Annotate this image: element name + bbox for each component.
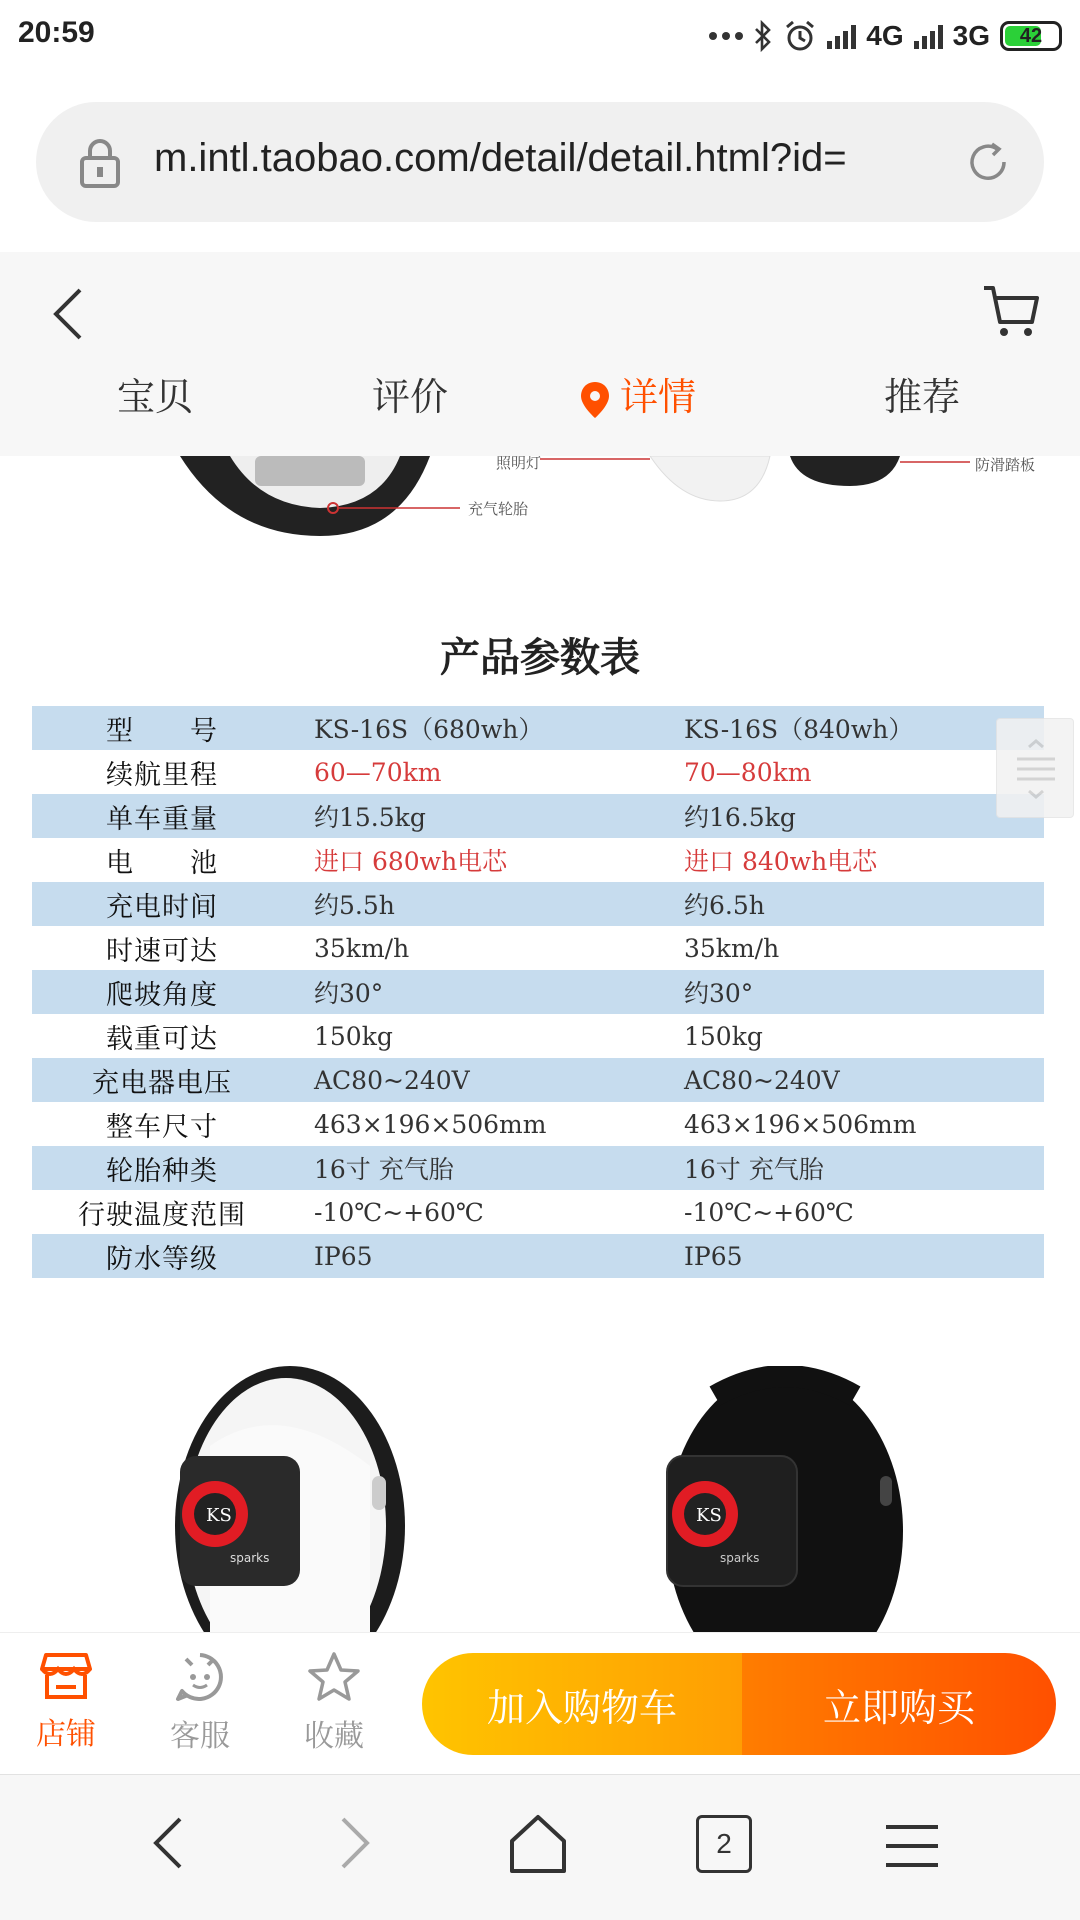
- tab-recommend[interactable]: 推荐: [884, 375, 961, 419]
- spec-table-title: 产品参数表: [440, 635, 640, 681]
- table-row: [32, 750, 1044, 794]
- spec-value: 35km/h: [314, 933, 410, 963]
- battery-icon: [1000, 21, 1062, 51]
- spec-label: 轮胎种类: [32, 1146, 292, 1190]
- spec-value: 进口 840wh电芯: [684, 847, 878, 876]
- spec-value: 约30°: [662, 970, 1044, 1014]
- bluetooth-icon: [753, 20, 773, 52]
- tab-details-label: 详情: [620, 375, 697, 419]
- spec-label: 爬坡角度: [32, 970, 292, 1014]
- cart-icon[interactable]: [982, 282, 1040, 340]
- tab-item[interactable]: 宝贝: [117, 375, 194, 419]
- browser-nav-bar: [0, 1774, 1080, 1920]
- spec-value: 463×196×506mm: [314, 1109, 547, 1139]
- ks-logo-text: KS: [206, 1505, 232, 1526]
- purchase-action-bar: [0, 1632, 1080, 1774]
- alarm-icon: [783, 19, 817, 53]
- spec-value: -10℃~+60℃: [314, 1197, 484, 1227]
- spec-value: 约15.5kg: [292, 794, 662, 838]
- network-type-3g: 3G: [952, 20, 990, 51]
- reload-icon[interactable]: [966, 140, 1010, 184]
- page-scroll-handle[interactable]: [996, 718, 1074, 818]
- favorite-label: 收藏: [304, 1719, 364, 1754]
- spec-value: 约30°: [292, 970, 662, 1014]
- tabs-count-button[interactable]: 2: [696, 1815, 752, 1873]
- spec-value: IP65: [292, 1234, 662, 1278]
- spec-label: 充电器电压: [32, 1058, 292, 1102]
- menu-icon[interactable]: [884, 1823, 940, 1869]
- spec-value: 16寸 充气胎: [662, 1146, 1044, 1190]
- url-text[interactable]: m.intl.taobao.com/detail/detail.html?id=: [154, 136, 847, 180]
- spec-value: 60—70km: [314, 757, 442, 787]
- customer-service-button[interactable]: [150, 1651, 250, 1755]
- table-row: [32, 882, 1044, 926]
- store-label: 店铺: [36, 1717, 96, 1752]
- tab-reviews[interactable]: 评价: [372, 375, 449, 419]
- table-row: [32, 970, 1044, 1014]
- buy-now-button[interactable]: 立即购买: [742, 1653, 1056, 1755]
- chat-face-icon: [174, 1651, 226, 1703]
- table-row: [32, 1102, 1044, 1146]
- sparks-brand-text-2: sparks: [720, 1551, 760, 1565]
- spec-label: 充电时间: [32, 882, 292, 926]
- table-row: [32, 1146, 1044, 1190]
- status-bar: [0, 0, 1080, 75]
- more-notifications-icon: [709, 32, 743, 40]
- detail-tabs: [0, 366, 1080, 426]
- spec-value: -10℃~+60℃: [684, 1197, 854, 1227]
- spec-value: KS-16S（840wh）: [662, 706, 1044, 750]
- home-icon[interactable]: [508, 1813, 568, 1875]
- signal-strength-icon-2: [914, 23, 943, 49]
- table-row: [32, 1234, 1044, 1278]
- spec-label: 行驶温度范围: [78, 1199, 246, 1231]
- spec-value: 约16.5kg: [662, 794, 1044, 838]
- spec-value: AC80~240V: [662, 1058, 1044, 1102]
- ks-logo-text-2: KS: [696, 1505, 722, 1526]
- spec-label: 防水等级: [32, 1234, 292, 1278]
- status-icons: [709, 14, 1062, 58]
- signal-strength-icon: [827, 23, 856, 49]
- address-bar[interactable]: [36, 102, 1044, 222]
- detail-header: [0, 252, 1080, 456]
- product-photo-white-unicycle: [170, 1366, 410, 1632]
- lock-icon: [78, 138, 122, 188]
- callout-tire: 充气轮胎: [468, 500, 529, 518]
- spec-value: 463×196×506mm: [684, 1109, 917, 1139]
- spec-value: 150kg: [684, 1021, 763, 1051]
- spec-label: 单车重量: [32, 794, 292, 838]
- spec-value: KS-16S（680wh）: [292, 706, 662, 750]
- store-button[interactable]: [16, 1651, 116, 1753]
- table-row: [32, 926, 1044, 970]
- spec-label: 载重可达: [106, 1023, 218, 1055]
- star-icon: [307, 1651, 361, 1703]
- spec-value: 约5.5h: [292, 882, 662, 926]
- callout-pedal: 防滑踏板: [975, 456, 1036, 474]
- spec-table: [32, 706, 1044, 1278]
- spec-value: 35km/h: [684, 933, 780, 963]
- table-row: [32, 1058, 1044, 1102]
- spec-value: 约6.5h: [662, 882, 1044, 926]
- callout-light: 照明灯: [496, 456, 542, 472]
- table-row: [32, 1190, 1044, 1234]
- spec-value: 16寸 充气胎: [292, 1146, 662, 1190]
- spec-label: 续航里程: [106, 759, 218, 791]
- tab-details[interactable]: [580, 366, 696, 421]
- spec-value: 70—80km: [684, 757, 812, 787]
- spec-value: 进口 680wh电芯: [314, 847, 508, 876]
- add-to-cart-button[interactable]: 加入购物车: [422, 1653, 742, 1755]
- product-photo-top: [0, 456, 1080, 596]
- spec-value: IP65: [662, 1234, 1044, 1278]
- spec-label: 电 池: [106, 847, 218, 879]
- product-photo-black-unicycle: [655, 1366, 915, 1632]
- customer-service-label: 客服: [170, 1719, 230, 1754]
- battery-level: 42: [1019, 24, 1043, 47]
- spec-label: 整车尺寸: [106, 1111, 218, 1143]
- spec-value: AC80~240V: [292, 1058, 662, 1102]
- status-time: 20:59: [18, 16, 95, 49]
- scroll-lines-icon: [997, 719, 1075, 819]
- spec-value: 150kg: [314, 1021, 393, 1051]
- spec-label: 型 号: [32, 706, 292, 750]
- table-row: [32, 706, 1044, 750]
- browser-forward-icon[interactable]: [335, 1813, 375, 1873]
- table-row: [32, 838, 1044, 882]
- table-row: [32, 1014, 1044, 1058]
- location-pin-icon: [580, 381, 610, 419]
- table-row: [32, 794, 1044, 838]
- product-detail-content: [0, 456, 1080, 1632]
- sparks-brand-text: sparks: [230, 1551, 270, 1565]
- spec-label: 时速可达: [106, 935, 218, 967]
- network-type-4g: 4G: [866, 20, 904, 51]
- browser-back-icon[interactable]: [148, 1813, 188, 1873]
- store-icon: [40, 1651, 92, 1701]
- favorite-button[interactable]: [284, 1651, 384, 1755]
- back-arrow-icon[interactable]: [48, 284, 88, 344]
